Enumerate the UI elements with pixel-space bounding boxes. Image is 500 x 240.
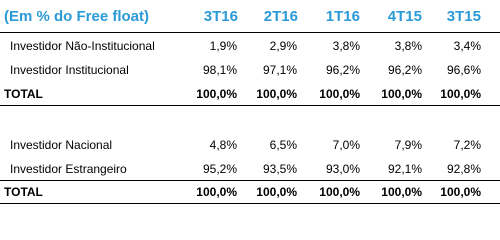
column-header-4t15: 4T15 [387,8,422,25]
total-value: 100,0% [256,185,297,199]
cell-value: 7,9% [394,138,422,152]
cell-value: 4,8% [209,138,237,152]
cell-value: 3,8% [332,39,360,53]
column-header-1t16: 1T16 [325,8,360,25]
cell-value: 96,2% [325,63,360,77]
section-divider [0,105,500,106]
table-row [0,134,500,156]
cell-value: 3,4% [453,39,481,53]
table-row [0,158,500,180]
total-value: 100,0% [196,185,237,199]
bottom-divider [0,203,500,204]
total-value: 100,0% [319,185,360,199]
column-header-3t15: 3T15 [446,8,481,25]
header-divider [0,32,500,33]
cell-value: 96,6% [446,63,481,77]
row-label: Investidor Estrangeiro [10,162,127,176]
cell-value: 7,0% [332,138,360,152]
cell-value: 96,2% [387,63,422,77]
table-row [0,35,500,57]
total-label: TOTAL [4,185,43,199]
row-label: Investidor Não-Institucional [10,39,155,53]
total-value: 100,0% [440,87,481,101]
total-value: 100,0% [440,185,481,199]
cell-value: 3,8% [394,39,422,53]
cell-value: 92,1% [387,162,422,176]
total-row [0,83,500,105]
total-value: 100,0% [381,185,422,199]
cell-value: 7,2% [453,138,481,152]
total-value: 100,0% [196,87,237,101]
cell-value: 92,8% [446,162,481,176]
total-label: TOTAL [4,87,43,101]
table-header [0,0,500,32]
row-label: Investidor Institucional [10,63,129,77]
column-header-3t16: 3T16 [203,8,238,25]
cell-value: 1,9% [209,39,237,53]
row-label: Investidor Nacional [10,138,113,152]
cell-value: 2,9% [269,39,297,53]
total-value: 100,0% [381,87,422,101]
cell-value: 93,0% [325,162,360,176]
cell-value: 98,1% [202,63,237,77]
total-value: 100,0% [319,87,360,101]
cell-value: 6,5% [269,138,297,152]
cell-value: 97,1% [262,63,297,77]
total-row [0,181,500,203]
cell-value: 95,2% [202,162,237,176]
table-title: (Em % do Free float) [4,8,150,25]
table-row [0,59,500,81]
total-value: 100,0% [256,87,297,101]
cell-value: 93,5% [262,162,297,176]
column-header-2t16: 2T16 [263,8,298,25]
